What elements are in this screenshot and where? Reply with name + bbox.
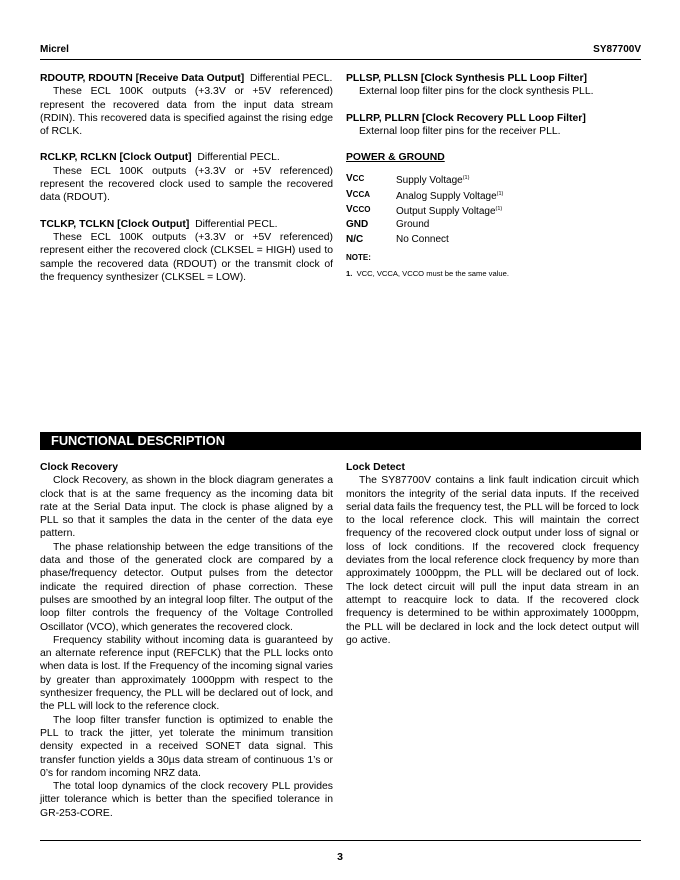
power-description <box>396 218 503 232</box>
pin-rclk-heading <box>40 151 333 164</box>
power-description <box>396 172 503 187</box>
header-company: Micrel <box>40 44 69 55</box>
header-rule <box>40 59 641 60</box>
header-part-number: SY87700V <box>593 44 641 55</box>
symbol-main: N/C <box>346 233 364 245</box>
symbol-sub: CC <box>352 174 365 184</box>
power-symbol <box>346 218 396 232</box>
table-row <box>346 233 503 247</box>
symbol-main: V <box>346 188 353 200</box>
symbol-main: V <box>346 173 353 185</box>
footnote-ref: (1) <box>496 190 504 197</box>
symbol-sub: CCA <box>352 189 371 199</box>
power-ground-table <box>346 172 503 246</box>
power-symbol <box>346 188 396 203</box>
page-number: 3 <box>337 851 343 863</box>
paragraph: The phase relationship between the edge transitions of the data and those of the generated clock are compared by a phase/frequency detector. Output pulses from the detector indicate the required direction of phase correction. These pulses are smoothed by an integral loop filter. The output of the loop filter controls the frequency of the Voltage Controlled Oscillator (VCO), which generates the recovered clock. <box>40 541 333 633</box>
power-ground-heading: POWER & GROUND <box>346 152 445 164</box>
pin-rdout-heading <box>40 72 333 85</box>
footnote-ref: (1) <box>495 206 503 213</box>
pin-rdout-body: These ECL 100K outputs (+3.3V or +5V referenced) represent the recovered data from the input data stream (RDIN). This recovered data is specified against the rising edge of RCLK. <box>40 86 333 138</box>
pin-description-left-column <box>40 72 333 284</box>
pin-rdout-type: Differential PECL. <box>249 73 333 84</box>
pin-rdout-title: RDOUTP, RDOUTN [Receive Data Output] <box>40 73 245 84</box>
section-banner <box>40 432 641 450</box>
paragraph: The SY87700V contains a link fault indication circuit which monitors the integrity of the serial data inputs. If the received serial data fails the frequency test, the PLL will be forced to lock to the local reference clock. This will maintain the correct frequency of the recovered clock output under loss of signal or loss of lock conditions. If the recovered clock frequency deviates from the local reference clock frequency by more than approximately 1000ppm, the PLL will be declared out of lock. The lock detect circuit will pull the input data stream in an attempt to reacquire lock to data. If the recovered clock frequency is determined to be within approximately 1000ppm, the PLL will be declared in lock and the lock detect output will go active. <box>346 475 639 646</box>
clock-recovery-title: Clock Recovery <box>40 462 118 473</box>
paragraph: Clock Recovery, as shown in the block diagram generates a clock that is at the same frequency as the incoming data bit rate at the Serial Data input. The clock is phase aligned by a PLL so that it samples the data in the center of the data eye pattern. <box>40 475 333 540</box>
description-text: Supply Voltage <box>396 175 463 187</box>
power-symbol <box>346 172 396 187</box>
description-text: No Connect <box>396 233 449 245</box>
pin-rclk-body: These ECL 100K outputs (+3.3V or +5V referenced) represent the recovered clock used to sample the recovered data (RDOUT). <box>40 165 333 204</box>
description-text: Analog Supply Voltage <box>396 190 497 202</box>
symbol-main: V <box>346 204 353 216</box>
note-label: NOTE: <box>346 252 371 262</box>
pin-pllrp-title: PLLRP, PLLRN [Clock Recovery PLL Loop Filter] <box>346 112 586 124</box>
description-text: Output Supply Voltage <box>396 206 496 218</box>
power-description <box>396 203 503 218</box>
paragraph: Frequency stability without incoming data is guaranteed by an alternate reference input (REFCLK) that the PLL locks onto when data is lost. If the Frequency of the incoming signal varies by greater than approximately 1000ppm with respect to the synthesizer frequency, the PLL will be declared out of lock, and the PLL will lock to the reference clock. <box>40 634 333 713</box>
power-description <box>396 233 503 247</box>
power-symbol <box>346 233 396 247</box>
symbol-sub: CCO <box>352 205 371 215</box>
footer-rule <box>40 840 641 841</box>
pin-tclk-type: Differential PECL. <box>195 218 278 230</box>
note-number: 1. <box>346 269 353 279</box>
clock-recovery-section <box>40 461 333 820</box>
pin-pllrp-body: External loop filter pins for the receiver PLL. <box>359 125 561 137</box>
lock-detect-title: Lock Detect <box>346 462 405 473</box>
table-row <box>346 188 503 203</box>
section-banner-title: FUNCTIONAL DESCRIPTION <box>51 433 225 448</box>
pin-tclk-heading <box>40 218 333 231</box>
table-row <box>346 172 503 187</box>
pin-rclk-type: Differential PECL. <box>197 152 280 164</box>
paragraph: The total loop dynamics of the clock recovery PLL provides jitter tolerance which is better than the specified tolerance in GR-253-CORE. <box>40 781 333 819</box>
pin-tclk-title: TCLKP, TCLKN [Clock Output] <box>40 218 190 230</box>
table-row <box>346 203 503 218</box>
pin-pllsp-body: External loop filter pins for the clock synthesis PLL. <box>359 86 594 98</box>
pin-pllsp-title: PLLSP, PLLSN [Clock Synthesis PLL Loop Filter] <box>346 73 587 84</box>
description-text: Ground <box>396 219 430 231</box>
power-symbol <box>346 203 396 218</box>
note-text: VCC, VCCA, VCCO must be the same value. <box>356 269 509 279</box>
footnote-ref: (1) <box>462 175 470 182</box>
pin-tclk-body: These ECL 100K outputs (+3.3V or +5V referenced) represent either the recovered clock (CLKSEL = HIGH) used to sample the recovered data (RDOUT) or the transmit clock of the frequency synthesizer (CLKSEL = LOW). <box>40 231 333 283</box>
lock-detect-section <box>346 461 639 647</box>
table-row <box>346 218 503 232</box>
power-description <box>396 188 503 203</box>
pin-rclk-title: RCLKP, RCLKN [Clock Output] <box>40 152 192 164</box>
symbol-main: GND <box>346 219 369 231</box>
note-line <box>346 267 639 280</box>
paragraph: The loop filter transfer function is optimized to enable the PLL to track the jitter, yet tolerate the minimum transition density expected in a received SONET data signal. This transfer function yields a 30µs data stream of continuous 1’s or 0’s for random incoming NRZ data. <box>40 714 333 779</box>
pin-description-right-column <box>346 72 639 281</box>
